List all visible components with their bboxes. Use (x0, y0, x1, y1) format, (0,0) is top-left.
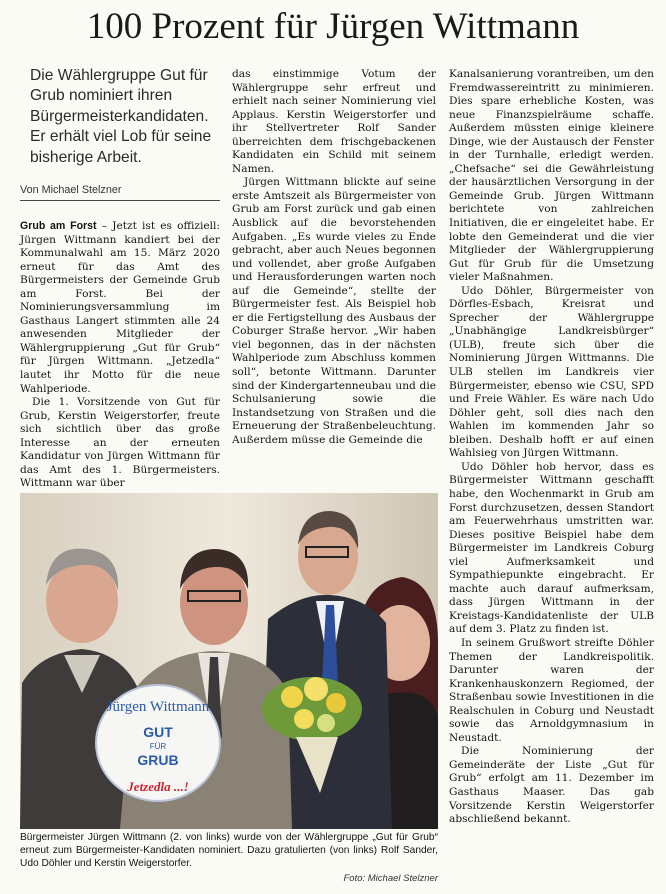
sign-logo-line2: FÜR (149, 742, 167, 751)
col3-paragraph-1: Kanalsanierung vorantreiben, um den Fremdwassereintritt zu minimieren. Dies spare erhebliche Kosten, was neue Finanzspielräume schaffe. Außerdem müssten einige kleinere Dinge, wie der Austausch der Fenster in der Turnhalle, erledigt werden. „Chefsache“ sei die Gewährleistung der hausärztlichen Versorgung in der Gemeinde Grub. Jürgen Wittmann berichtete von zahlreichen Initiativen, die er eingeleitet habe. Er lobte den Gemeinderat und die vier Mitglieder der Wählergruppierung Gut für Grub für die Umsetzung vieler Maßnahmen. (449, 68, 654, 284)
col2-paragraph-1: das einstimmige Votum der Wählergruppe sehr erfreut und erhielt nach seiner Nominierung viel Applaus. Kerstin Weigerstorfer und ihr Stellvertreter Rolf Sander überreichten dem frischgebackenen Kandidaten ein Schild mit seinem Namen. (232, 68, 436, 175)
sign-slogan: Jetzedla ...! (127, 779, 189, 794)
photo-credit: Foto: Michael Stelzner (343, 873, 438, 884)
photo-caption: Bürgermeister Jürgen Wittmann (2. von links) wurde von der Wählergruppe „Gut für Grub“ erneut zum Bürgermeister-Kandidaten nominiert. Dazu gratulierten (von links) Rolf Sander, Udo Döhler und Kerstin Weigerstorfer. (20, 832, 438, 869)
col1-paragraph-1-text: – Jetzt ist es offiziell: Jürgen Wittmann kandiert bei der Kommunalwahl am 15. März 2020 erneut für das Amt des Bürgermeisters der Gemeinde Grub am Forst. Bei der Nominierungsversammlung im Gasthaus Langert stimmten alle 24 anwesenden Mitglieder der Wählergruppierung „Gut für Grub“ für Jürgen Wittmann. „Jetzedla“ lautet ihr Motto für die neue Wahlperiode. (20, 220, 220, 395)
lead-paragraph: Die Wählergruppe Gut für Grub nominiert ihren Bürgermeisterkandidaten. Er erhält viel Lob für seine bisherige Arbeit. (30, 67, 212, 166)
col3-paragraph-3: Udo Döhler hob hervor, dass es Bürgermeister Wittmann geschafft habe, den Wochenmarkt in Grub am Forst durchzusetzen, dessen Standort am Feuerwehrhaus umstritten war. Dieses positive Beispiel habe dem Bürgermeister im Landkreis Coburg viel Aufmerksamkeit und Sympathiepunkte eingebracht. Er machte auch darauf aufmerksam, dass Jürgen Wittmann in der Kreistags-Kandidatenliste der ULB auf dem 3. Platz zu finden ist. (449, 460, 654, 636)
article-column-3 (449, 68, 654, 827)
article-column-2 (232, 68, 436, 447)
col1-paragraph-1 (20, 220, 220, 396)
sign-name-text: Jürgen Wittmann (106, 699, 210, 715)
col3-paragraph-2: Udo Döhler, Bürgermeister von Dörfles-Esbach, Kreisrat und Sprecher der Wählergruppe „Unabhängige Landkreisbürger“ (ULB), freute sich über die Nominierung Jürgen Wittmanns. Die ULB stellen im Landkreis vier Bürgermeister, ebenso wie CSU, SPD und Freie Wähler. Es wäre nach Udo Döhler geht, soll dies nach den Wahlen im kommenden Jahr so bleiben. Deshalb hofft er auf einen Wahlsieg von Jürgen Wittmann. (449, 284, 654, 460)
col3-paragraph-4: In seinem Grußwort streifte Döhler Themen der Landkreispolitik. Darunter waren der Krankenhauskonzern Regiomed, der Straßenbau sowie Investitionen in die Realschulen in Coburg und Neustadt sowie das Arnoldgymnasium in Neustadt. (449, 636, 654, 744)
article-column-1 (20, 220, 220, 491)
sign-logo-line1: GUT (143, 724, 173, 740)
name-sign (96, 685, 220, 801)
sign-logo-line3: GRUB (137, 752, 179, 768)
headline: 100 Prozent für Jürgen Wittmann (86, 6, 580, 47)
byline: Von Michael Stelzner (20, 184, 220, 201)
photo-illustration (20, 493, 438, 829)
dateline-place: Grub am Forst (20, 220, 97, 232)
col3-paragraph-5: Die Nominierung der Gemeinderäte der Liste „Gut für Grub“ erfolgt am 11. Dezember im Gasthaus Maaser. Das gab Vorsitzende Kerstin Weigerstorfer abschließend bekannt. (449, 745, 654, 826)
news-photo (20, 493, 438, 829)
col2-paragraph-2: Jürgen Wittmann blickte auf seine erste Amtszeit als Bürgermeister von Grub am Forst zurück und gab einen Ausblick auf die bevorstehenden Aufgaben. „Es wurde vieles zu Ende gebracht, aber auch Neues begonnen und vollendet, aber große Aufgaben und Herausforderungen warten noch auf die Gemeinde“, stellte der Bürgermeister fest. Als Beispiel hob er die Fertigstellung des Ausbaus der Coburger Straße hervor. „Wir haben viel begonnen, das in der nächsten Wahlperiode zum Abschluss kommen soll“, betonte Wittmann. Darunter sind der Kindergartenneubau und die Schulsanierung sowie die Instandsetzung von Straßen und die Erneuerung der Straßenbeleuchtung. Außerdem müsse die Gemeinde die (232, 176, 436, 446)
col1-paragraph-2: Die 1. Vorsitzende von Gut für Grub, Kerstin Weigerstorfer, freute sich sichtlich über das große Interesse an der erneuten Kandidatur von Jürgen Wittmann für das Amt des 1. Bürgermeisters. Wittmann war über (20, 396, 220, 490)
